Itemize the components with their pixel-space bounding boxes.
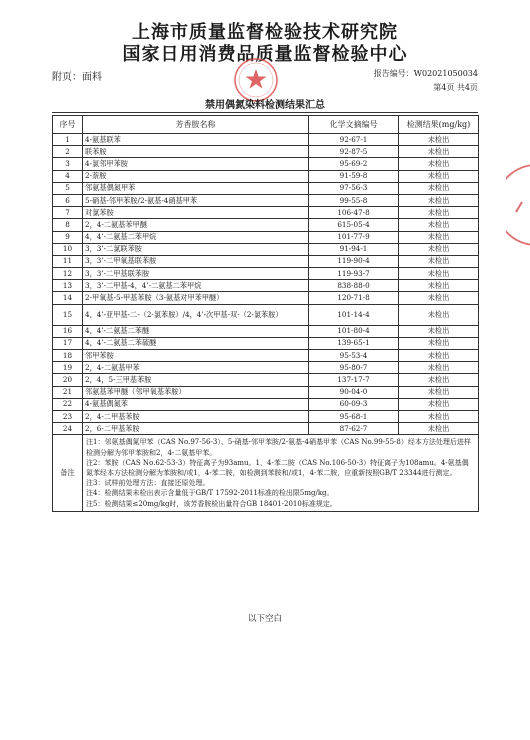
cell-name: 联苯胺	[83, 146, 309, 158]
table-row	[53, 134, 479, 146]
table-row	[53, 304, 479, 325]
cell-result: 未检出	[399, 362, 479, 374]
cell-result: 未检出	[399, 423, 479, 435]
header-seq: 序号	[53, 116, 83, 134]
table-row	[53, 255, 479, 267]
org-title-line2: 国家日用消费品质量监督检验中心	[122, 44, 408, 65]
cell-name: 5-硝基-邻甲苯胺/2-氨基-4硝基甲苯	[83, 194, 309, 206]
cell-name: 3，3’-二甲基-4，4’-二氨基二苯甲烷	[83, 280, 309, 292]
remark-line: 注4：检测结果未检出表示含量低于GB/T 17592-2011标准的检出限5mg/kg。	[86, 489, 334, 498]
cell-name: 3，3’-二甲氧基联苯胺	[83, 255, 309, 267]
cell-result: 未检出	[399, 374, 479, 386]
table-row	[53, 374, 479, 386]
cell-name: 4，4’-二氨基二苯醚	[83, 325, 309, 337]
cell-name: 2，6-二甲基苯胺	[83, 423, 309, 435]
table-row	[53, 207, 479, 219]
table-header-row	[53, 116, 479, 134]
cell-result: 未检出	[399, 386, 479, 398]
cell-cas: 95-69-2	[309, 158, 399, 170]
cell-cas: 106-47-8	[309, 207, 399, 219]
cell-cas: 119-90-4	[309, 255, 399, 267]
cell-seq: 1	[53, 134, 83, 146]
cell-cas: 90-04-0	[309, 386, 399, 398]
org-title-line1: 上海市质量监督检验技术研究院	[132, 22, 398, 43]
cell-cas: 101-77-9	[309, 231, 399, 243]
cell-seq: 9	[53, 231, 83, 243]
cell-cas: 101-14-4	[309, 304, 399, 325]
table-row	[53, 292, 479, 304]
cell-cas: 137-17-7	[309, 374, 399, 386]
cell-name: 2-甲氧基-5-甲基苯胺（3-氨基对甲苯甲醚）	[83, 292, 309, 304]
cell-seq: 3	[53, 158, 83, 170]
cell-name: 2，4，5-三甲基苯胺	[83, 374, 309, 386]
cell-result: 未检出	[399, 350, 479, 362]
header-result: 检测结果(mg/kg)	[399, 116, 479, 134]
cell-seq: 4	[53, 170, 83, 182]
remark-line: 注2：苯胺（CAS No.62-53-3）特征离子为93amu。1，4-苯二胺（CAS No.106-50-3）特征离子为108amu。4-氨基偶氮苯经本方法检测分解为苯胺和/或1，4-苯二胺，如检测到苯胺和/或1，4-苯二胺，应重新按照GB/T 23344进行测定。	[86, 458, 469, 477]
cell-name: 对氯苯胺	[83, 207, 309, 219]
remarks-text	[83, 435, 479, 511]
cell-name: 2，4-二氨基苯甲醚	[83, 219, 309, 231]
cell-seq: 11	[53, 255, 83, 267]
cell-cas: 92-67-1	[309, 134, 399, 146]
cell-result: 未检出	[399, 337, 479, 349]
report-number: 报告编号：W02021050034	[373, 69, 478, 78]
cell-cas: 87-62-7	[309, 423, 399, 435]
table-row	[53, 350, 479, 362]
cell-seq: 10	[53, 243, 83, 255]
cell-cas: 60-09-3	[309, 398, 399, 410]
table-row	[53, 410, 479, 422]
cell-seq: 24	[53, 423, 83, 435]
header-cas: 化学文摘编号	[309, 116, 399, 134]
table-row	[53, 194, 479, 206]
cell-result: 未检出	[399, 268, 479, 280]
results-table	[52, 115, 479, 512]
table-row	[53, 170, 479, 182]
cell-cas: 91-94-1	[309, 243, 399, 255]
cell-seq: 2	[53, 146, 83, 158]
cell-result: 未检出	[399, 410, 479, 422]
table-row	[53, 386, 479, 398]
cell-name: 邻甲苯胺	[83, 350, 309, 362]
cell-name: 4，4’-亚甲基-二-（2-氯苯胺）/4，4’-次甲基-双-（2-氯苯胺）	[83, 304, 309, 325]
cell-cas: 99-55-8	[309, 194, 399, 206]
perforation-seal	[506, 160, 530, 250]
cell-result: 未检出	[399, 219, 479, 231]
cell-cas: 139-65-1	[309, 337, 399, 349]
cell-name: 4-氨基偶氮苯	[83, 398, 309, 410]
table-title: 禁用偶氮染料检测结果汇总	[205, 100, 325, 111]
cell-result: 未检出	[399, 292, 479, 304]
table-row	[53, 325, 479, 337]
cell-seq: 23	[53, 410, 83, 422]
remark-line: 注3：试样前处理方法：直接还原处理。	[86, 479, 210, 488]
cell-cas: 95-68-1	[309, 410, 399, 422]
table-row	[53, 231, 479, 243]
table-row	[53, 158, 479, 170]
table-row	[53, 182, 479, 194]
cell-result: 未检出	[399, 325, 479, 337]
cell-seq: 6	[53, 194, 83, 206]
cell-seq: 8	[53, 219, 83, 231]
cell-cas: 95-53-4	[309, 350, 399, 362]
cell-result: 未检出	[399, 398, 479, 410]
table-row	[53, 398, 479, 410]
cell-seq: 16	[53, 325, 83, 337]
header-name: 芳香胺名称	[83, 116, 309, 134]
cell-cas: 92-87-5	[309, 146, 399, 158]
cell-seq: 22	[53, 398, 83, 410]
remark-line: 注1：邻氨基偶氮甲苯（CAS No.97-56-3）、5-硝基-邻甲苯胺/2-氨基-4硝基甲苯（CAS No.99-55-8）经本方法处理后进样检测分解为邻甲苯胺和2，4-二氨基甲苯。	[86, 438, 471, 457]
cell-name: 4，4’-二氨基二苯甲烷	[83, 231, 309, 243]
cell-result: 未检出	[399, 207, 479, 219]
table-row	[53, 146, 479, 158]
cell-result: 未检出	[399, 243, 479, 255]
cell-name: 4-氯邻甲苯胺	[83, 158, 309, 170]
cell-seq: 7	[53, 207, 83, 219]
cell-result: 未检出	[399, 255, 479, 267]
cell-cas: 838-88-0	[309, 280, 399, 292]
cell-cas: 95-80-7	[309, 362, 399, 374]
remarks-content	[86, 437, 475, 508]
cell-seq: 17	[53, 337, 83, 349]
cell-name: 2-萘胺	[83, 170, 309, 182]
cell-seq: 20	[53, 374, 83, 386]
cell-result: 未检出	[399, 170, 479, 182]
remarks-row	[53, 435, 479, 511]
cell-cas: 97-56-3	[309, 182, 399, 194]
table-row	[53, 243, 479, 255]
cell-name: 3，3’-二氯联苯胺	[83, 243, 309, 255]
end-note: 以下空白	[247, 614, 282, 624]
cell-seq: 18	[53, 350, 83, 362]
cell-cas: 120-71-8	[309, 292, 399, 304]
cell-name: 2，4-二甲基苯胺	[83, 410, 309, 422]
results-body	[53, 134, 479, 435]
page-number: 第4页 共4页	[433, 83, 478, 92]
table-row	[53, 423, 479, 435]
cell-seq: 14	[53, 292, 83, 304]
remarks-label: 备注	[53, 435, 83, 511]
cell-name: 3，3’-二甲基联苯胺	[83, 268, 309, 280]
cell-name: 4-氨基联苯	[83, 134, 309, 146]
cell-seq: 21	[53, 386, 83, 398]
cell-cas: 615-05-4	[309, 219, 399, 231]
cell-cas: 101-80-4	[309, 325, 399, 337]
attachment-label: 附页：面料	[52, 72, 102, 83]
cell-result: 未检出	[399, 231, 479, 243]
cell-name: 2，4-二氨基甲苯	[83, 362, 309, 374]
cell-result: 未检出	[399, 146, 479, 158]
table-row	[53, 337, 479, 349]
remark-line: 注5：检测结果≤20mg/kg时，该芳香胺检出量符合GB 18401-2010标准规定。	[86, 499, 337, 508]
table-row	[53, 362, 479, 374]
cell-cas: 91-59-8	[309, 170, 399, 182]
cell-result: 未检出	[399, 304, 479, 325]
cell-result: 未检出	[399, 194, 479, 206]
cell-seq: 13	[53, 280, 83, 292]
cell-result: 未检出	[399, 280, 479, 292]
cell-name: 邻氨基苯甲醚（邻甲氧基苯胺）	[83, 386, 309, 398]
table-row	[53, 268, 479, 280]
cell-result: 未检出	[399, 182, 479, 194]
cell-result: 未检出	[399, 158, 479, 170]
cell-seq: 5	[53, 182, 83, 194]
table-row	[53, 280, 479, 292]
cell-result: 未检出	[399, 134, 479, 146]
cell-seq: 19	[53, 362, 83, 374]
title-divider	[52, 112, 478, 113]
cell-name: 邻氨基偶氮甲苯	[83, 182, 309, 194]
cell-seq: 12	[53, 268, 83, 280]
cell-seq: 15	[53, 304, 83, 325]
cell-cas: 119-93-7	[309, 268, 399, 280]
table-row	[53, 219, 479, 231]
cell-name: 4，4’-二氨基二苯硫醚	[83, 337, 309, 349]
